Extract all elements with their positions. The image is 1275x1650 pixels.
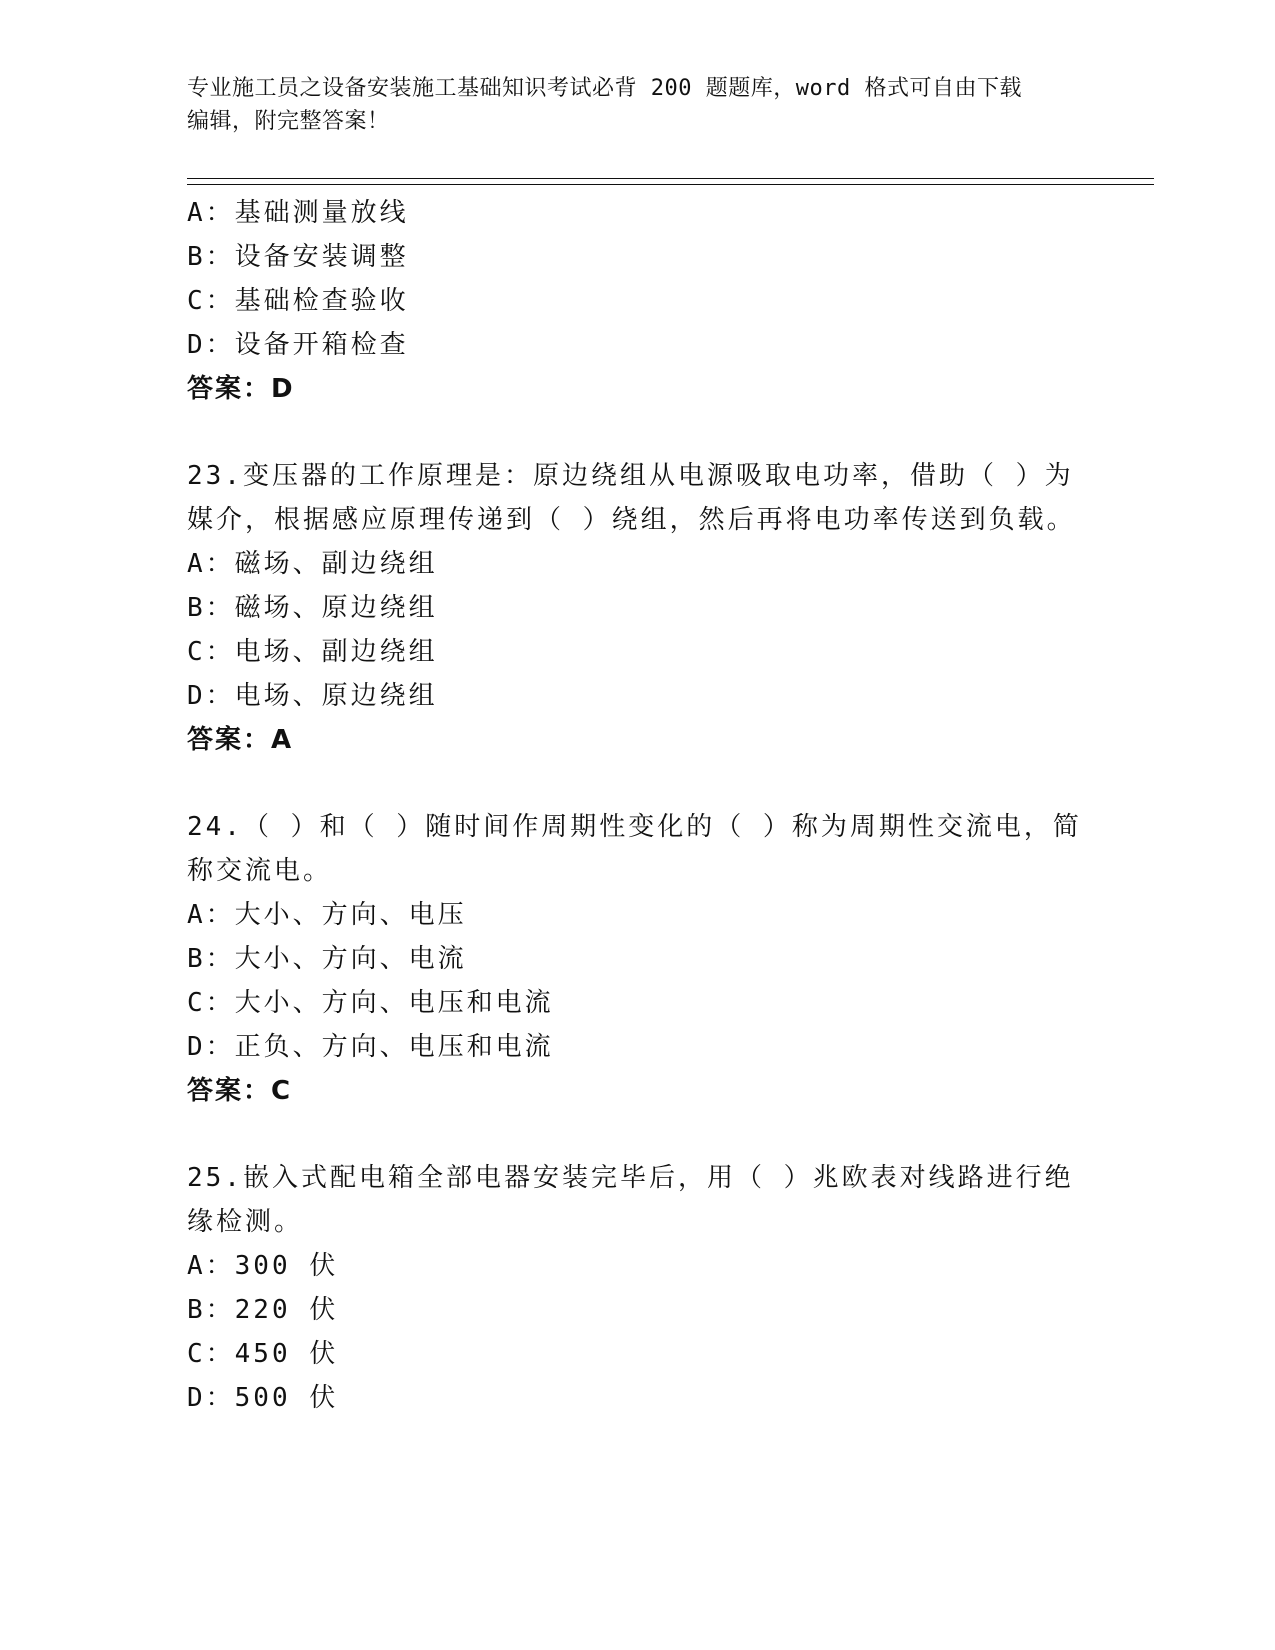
question-24-stem-line-1: 24.（ ）和（ ）随时间作周期性变化的（ ）称为周期性交流电，简	[187, 812, 1082, 842]
answer-label: 答案：A	[187, 725, 294, 755]
option-d: D：设备开箱检查	[187, 330, 409, 360]
option-b: B：设备安装调整	[187, 242, 409, 272]
option-a: A：磁场、副边绕组	[187, 549, 438, 579]
option-d: D：500 伏	[187, 1383, 339, 1413]
option-a: A：基础测量放线	[187, 198, 409, 228]
question-23-stem-line-2: 媒介，根据感应原理传递到（ ）绕组，然后再将电功率传送到负载。	[187, 505, 1076, 535]
option-a: A：大小、方向、电压	[187, 900, 467, 930]
question-24-stem-line-2: 称交流电。	[187, 856, 333, 886]
option-b: B：磁场、原边绕组	[187, 593, 438, 623]
option-d: D：正负、方向、电压和电流	[187, 1032, 554, 1062]
option-b: B：220 伏	[187, 1295, 339, 1325]
question-25-stem-line-1: 25.嵌入式配电箱全部电器安装完毕后，用（ ）兆欧表对线路进行绝	[187, 1163, 1074, 1193]
question-25-stem-line-2: 缘检测。	[187, 1207, 304, 1237]
header-title-line-2: 编辑，附完整答案！	[187, 109, 390, 134]
option-b: B：大小、方向、电流	[187, 944, 467, 974]
answer-label: 答案：D	[187, 374, 295, 404]
option-c: C：450 伏	[187, 1339, 339, 1369]
option-d: D：电场、原边绕组	[187, 681, 438, 711]
option-a: A：300 伏	[187, 1251, 339, 1281]
question-23-stem-line-1: 23.变压器的工作原理是：原边绕组从电源吸取电功率，借助（ ）为	[187, 461, 1074, 491]
option-c: C：电场、副边绕组	[187, 637, 438, 667]
answer-label: 答案：C	[187, 1076, 293, 1106]
option-c: C：基础检查验收	[187, 286, 409, 316]
option-c: C：大小、方向、电压和电流	[187, 988, 554, 1018]
header-title-line-1: 专业施工员之设备安装施工基础知识考试必背 200 题题库，word 格式可自由下载	[187, 76, 1022, 101]
header-divider-top	[187, 178, 1154, 179]
document-header	[187, 72, 1067, 138]
header-divider-bottom	[187, 184, 1154, 185]
